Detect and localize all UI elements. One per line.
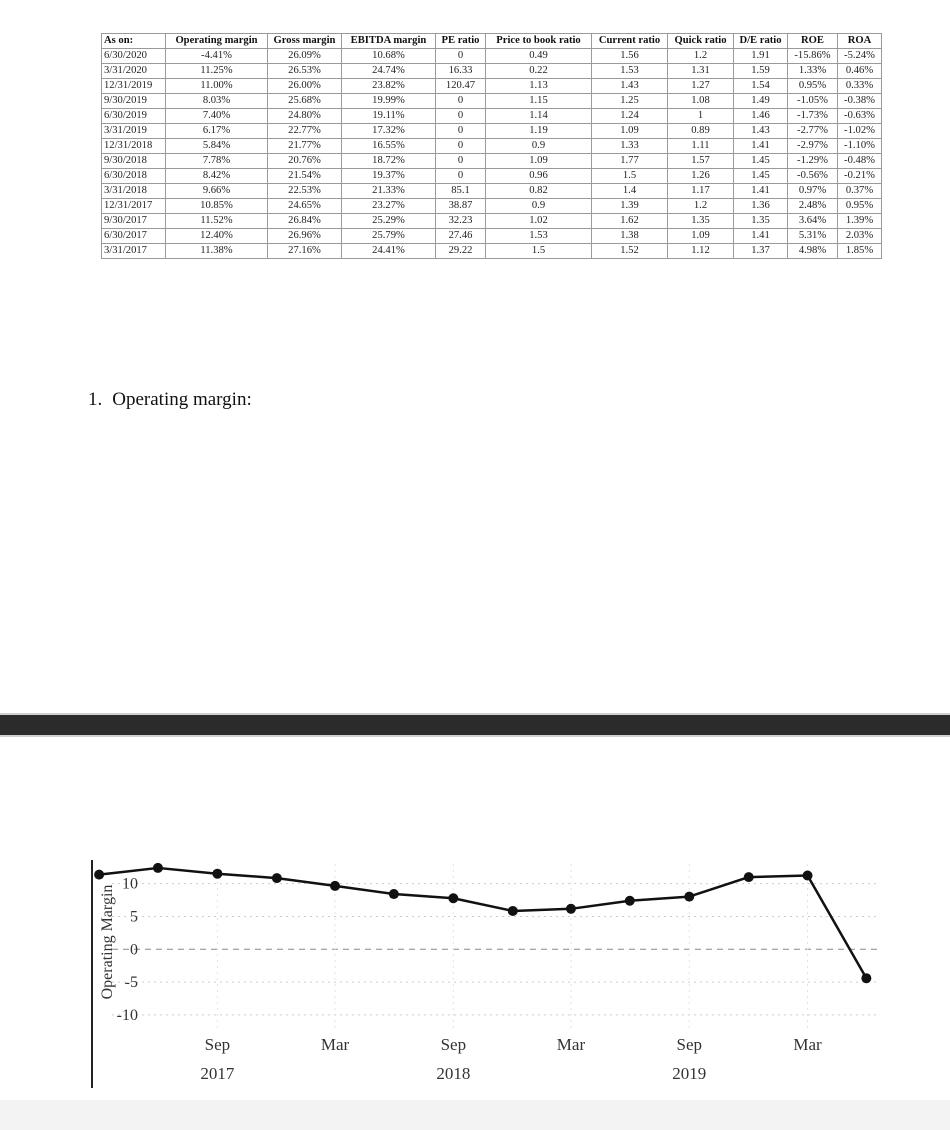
- column-header: Quick ratio: [668, 34, 734, 49]
- y-tick-label: 10: [122, 875, 138, 893]
- section-heading: [88, 389, 252, 411]
- x-tick-year: 2019: [672, 1064, 707, 1083]
- table-row: [102, 214, 882, 229]
- table-cell: 16.33: [436, 64, 486, 79]
- date-cell: 6/30/2018: [102, 169, 166, 184]
- data-point: [684, 892, 694, 902]
- table-cell: 7.40%: [166, 109, 268, 124]
- data-point: [744, 872, 754, 882]
- table-row: [102, 169, 882, 184]
- table-cell: 11.52%: [166, 214, 268, 229]
- table-cell: -0.56%: [788, 169, 838, 184]
- date-cell: 6/30/2017: [102, 229, 166, 244]
- table-cell: 16.55%: [342, 139, 436, 154]
- date-cell: 6/30/2019: [102, 109, 166, 124]
- table-cell: -1.02%: [838, 124, 882, 139]
- section-title: Operating margin:: [112, 389, 252, 410]
- table-cell: 1.43: [592, 79, 668, 94]
- table-cell: 1.24: [592, 109, 668, 124]
- table-row: [102, 94, 882, 109]
- table-cell: 0: [436, 124, 486, 139]
- table-cell: 1.14: [486, 109, 592, 124]
- table-cell: 1.09: [486, 154, 592, 169]
- date-cell: 12/31/2018: [102, 139, 166, 154]
- table-cell: 1.27: [668, 79, 734, 94]
- table-row: [102, 139, 882, 154]
- table-cell: 1.36: [734, 199, 788, 214]
- table-cell: 1.41: [734, 139, 788, 154]
- table-cell: 0: [436, 154, 486, 169]
- table-cell: 22.53%: [268, 184, 342, 199]
- table-cell: 1.41: [734, 229, 788, 244]
- table-cell: 38.87: [436, 199, 486, 214]
- table-cell: 10.85%: [166, 199, 268, 214]
- table-cell: 1.54: [734, 79, 788, 94]
- table-cell: 5.31%: [788, 229, 838, 244]
- table-cell: 1.13: [486, 79, 592, 94]
- date-cell: 9/30/2018: [102, 154, 166, 169]
- column-header: EBITDA margin: [342, 34, 436, 49]
- table-cell: 1.39%: [838, 214, 882, 229]
- table-cell: 0.89: [668, 124, 734, 139]
- table-cell: 25.29%: [342, 214, 436, 229]
- table-cell: 1.45: [734, 169, 788, 184]
- table-cell: 1.2: [668, 49, 734, 64]
- date-cell: 12/31/2019: [102, 79, 166, 94]
- table-cell: 18.72%: [342, 154, 436, 169]
- table-row: [102, 154, 882, 169]
- page-divider-bar: [0, 713, 950, 737]
- table-cell: 1.33%: [788, 64, 838, 79]
- table-cell: 85.1: [436, 184, 486, 199]
- table-cell: 120.47: [436, 79, 486, 94]
- table-cell: 0.37%: [838, 184, 882, 199]
- table-cell: 0.95%: [788, 79, 838, 94]
- table-cell: 1.15: [486, 94, 592, 109]
- data-point: [448, 893, 458, 903]
- x-tick-label: Sep: [440, 1035, 467, 1054]
- table-cell: -0.48%: [838, 154, 882, 169]
- table-cell: 1.25: [592, 94, 668, 109]
- table-cell: 8.03%: [166, 94, 268, 109]
- table-cell: 11.25%: [166, 64, 268, 79]
- table-cell: 1.09: [592, 124, 668, 139]
- table-cell: 0.9: [486, 199, 592, 214]
- table-cell: 26.53%: [268, 64, 342, 79]
- table-cell: -0.63%: [838, 109, 882, 124]
- y-tick-label: -5: [124, 974, 138, 992]
- table-row: [102, 49, 882, 64]
- data-point: [803, 870, 813, 880]
- table-cell: 1.4: [592, 184, 668, 199]
- table-cell: 1.53: [592, 64, 668, 79]
- table-cell: 0: [436, 94, 486, 109]
- table-cell: -1.05%: [788, 94, 838, 109]
- table-row: [102, 124, 882, 139]
- table-cell: 1.91: [734, 49, 788, 64]
- table-cell: 4.98%: [788, 244, 838, 259]
- table-cell: 0.46%: [838, 64, 882, 79]
- table-cell: -5.24%: [838, 49, 882, 64]
- data-point: [625, 896, 635, 906]
- data-point: [861, 973, 871, 983]
- table-cell: 1.08: [668, 94, 734, 109]
- x-tick-year: 2017: [200, 1064, 235, 1083]
- table-row: [102, 199, 882, 214]
- table-cell: 26.96%: [268, 229, 342, 244]
- table-cell: 1.46: [734, 109, 788, 124]
- table-cell: 1.45: [734, 154, 788, 169]
- table-cell: 1.09: [668, 229, 734, 244]
- data-point: [566, 904, 576, 914]
- table-cell: -1.10%: [838, 139, 882, 154]
- table-cell: 26.00%: [268, 79, 342, 94]
- table-cell: 0.22: [486, 64, 592, 79]
- y-tick-label: -10: [116, 1006, 138, 1024]
- table-cell: 21.33%: [342, 184, 436, 199]
- table-row: [102, 79, 882, 94]
- data-point: [212, 869, 222, 879]
- table-cell: 11.00%: [166, 79, 268, 94]
- date-cell: 3/31/2017: [102, 244, 166, 259]
- table-cell: 20.76%: [268, 154, 342, 169]
- table-cell: 10.68%: [342, 49, 436, 64]
- bottom-fade: [0, 1100, 950, 1130]
- table-cell: 24.65%: [268, 199, 342, 214]
- x-tick-label: Mar: [556, 1035, 586, 1054]
- table-cell: 26.84%: [268, 214, 342, 229]
- y-tick-label: 5: [130, 908, 138, 926]
- table-cell: 1.56: [592, 49, 668, 64]
- table-cell: 1.41: [734, 184, 788, 199]
- table-cell: 0: [436, 109, 486, 124]
- table-cell: 1.77: [592, 154, 668, 169]
- table-cell: 24.74%: [342, 64, 436, 79]
- y-tick-label: 0: [130, 941, 138, 959]
- table-cell: 0: [436, 139, 486, 154]
- table-cell: 12.40%: [166, 229, 268, 244]
- table-cell: 0.96: [486, 169, 592, 184]
- table-cell: -1.73%: [788, 109, 838, 124]
- table-cell: 27.16%: [268, 244, 342, 259]
- column-header: ROE: [788, 34, 838, 49]
- date-cell: 3/31/2020: [102, 64, 166, 79]
- financial-ratios-table: [101, 33, 882, 259]
- table-cell: 1.02: [486, 214, 592, 229]
- table-cell: 1.57: [668, 154, 734, 169]
- table-cell: 19.11%: [342, 109, 436, 124]
- table-cell: 32.23: [436, 214, 486, 229]
- table-cell: 19.99%: [342, 94, 436, 109]
- table-cell: 0.97%: [788, 184, 838, 199]
- table-cell: -1.29%: [788, 154, 838, 169]
- table-cell: -2.97%: [788, 139, 838, 154]
- table-cell: 1.38: [592, 229, 668, 244]
- table-cell: 1.35: [668, 214, 734, 229]
- table-cell: 1.2: [668, 199, 734, 214]
- date-cell: 12/31/2017: [102, 199, 166, 214]
- table-cell: 1.43: [734, 124, 788, 139]
- table-cell: 21.54%: [268, 169, 342, 184]
- table-cell: 1: [668, 109, 734, 124]
- table-cell: 0.9: [486, 139, 592, 154]
- table-cell: 1.33: [592, 139, 668, 154]
- table-cell: 1.11: [668, 139, 734, 154]
- column-header: As on:: [102, 34, 166, 49]
- table-cell: 1.26: [668, 169, 734, 184]
- table-cell: 1.52: [592, 244, 668, 259]
- table-cell: 1.39: [592, 199, 668, 214]
- table-cell: 11.38%: [166, 244, 268, 259]
- table-cell: -4.41%: [166, 49, 268, 64]
- table-cell: 2.03%: [838, 229, 882, 244]
- table-body: [102, 49, 882, 259]
- table-cell: 1.53: [486, 229, 592, 244]
- table-cell: 1.62: [592, 214, 668, 229]
- table-cell: 7.78%: [166, 154, 268, 169]
- column-header: Price to book ratio: [486, 34, 592, 49]
- table-cell: 5.84%: [166, 139, 268, 154]
- table-row: [102, 64, 882, 79]
- table-cell: 25.79%: [342, 229, 436, 244]
- table-cell: 0.82: [486, 184, 592, 199]
- table-cell: 26.09%: [268, 49, 342, 64]
- table-cell: 8.42%: [166, 169, 268, 184]
- x-tick-year: 2018: [436, 1064, 471, 1083]
- table-cell: 19.37%: [342, 169, 436, 184]
- table-cell: 0.95%: [838, 199, 882, 214]
- column-header: Current ratio: [592, 34, 668, 49]
- x-tick-label: Sep: [204, 1035, 231, 1054]
- column-header: D/E ratio: [734, 34, 788, 49]
- table-cell: 1.85%: [838, 244, 882, 259]
- data-point: [330, 881, 340, 891]
- section-number: 1.: [88, 389, 103, 410]
- table-row: [102, 229, 882, 244]
- column-header: Gross margin: [268, 34, 342, 49]
- date-cell: 3/31/2019: [102, 124, 166, 139]
- table-cell: 0.33%: [838, 79, 882, 94]
- table-cell: -0.21%: [838, 169, 882, 184]
- table-cell: -0.38%: [838, 94, 882, 109]
- table-cell: 22.77%: [268, 124, 342, 139]
- table-cell: 27.46: [436, 229, 486, 244]
- date-cell: 9/30/2017: [102, 214, 166, 229]
- table-cell: 24.80%: [268, 109, 342, 124]
- table-cell: 17.32%: [342, 124, 436, 139]
- table-cell: 6.17%: [166, 124, 268, 139]
- table-cell: -2.77%: [788, 124, 838, 139]
- table-cell: 1.59: [734, 64, 788, 79]
- date-cell: 3/31/2018: [102, 184, 166, 199]
- table-cell: 9.66%: [166, 184, 268, 199]
- x-tick-label: Sep: [676, 1035, 703, 1054]
- table-cell: 1.5: [486, 244, 592, 259]
- table-cell: 24.41%: [342, 244, 436, 259]
- table-row: [102, 244, 882, 259]
- table-cell: 23.27%: [342, 199, 436, 214]
- date-cell: 6/30/2020: [102, 49, 166, 64]
- column-header: Operating margin: [166, 34, 268, 49]
- table-cell: 1.31: [668, 64, 734, 79]
- table-cell: 1.35: [734, 214, 788, 229]
- table-cell: 3.64%: [788, 214, 838, 229]
- table-cell: 0: [436, 169, 486, 184]
- table-cell: 1.5: [592, 169, 668, 184]
- data-point: [508, 906, 518, 916]
- y-axis-label: Operating Margin: [99, 884, 116, 1000]
- table-cell: 1.49: [734, 94, 788, 109]
- table-cell: 1.17: [668, 184, 734, 199]
- table-row: [102, 109, 882, 124]
- operating-margin-chart: [0, 840, 950, 1100]
- data-point: [272, 873, 282, 883]
- x-tick-label: Mar: [793, 1035, 822, 1054]
- table-cell: 0: [436, 49, 486, 64]
- table-cell: 1.37: [734, 244, 788, 259]
- table-cell: 23.82%: [342, 79, 436, 94]
- table-cell: 25.68%: [268, 94, 342, 109]
- data-point: [153, 863, 163, 873]
- column-header: ROA: [838, 34, 882, 49]
- table-cell: 1.19: [486, 124, 592, 139]
- table-cell: 21.77%: [268, 139, 342, 154]
- table-header-row: [102, 34, 882, 49]
- table-row: [102, 184, 882, 199]
- data-point: [94, 870, 104, 880]
- data-point: [389, 889, 399, 899]
- table-cell: 1.12: [668, 244, 734, 259]
- table-cell: 2.48%: [788, 199, 838, 214]
- table-cell: 29.22: [436, 244, 486, 259]
- x-tick-label: Mar: [320, 1035, 350, 1054]
- table-cell: -15.86%: [788, 49, 838, 64]
- series-line: [99, 868, 866, 978]
- table-cell: 0.49: [486, 49, 592, 64]
- date-cell: 9/30/2019: [102, 94, 166, 109]
- column-header: PE ratio: [436, 34, 486, 49]
